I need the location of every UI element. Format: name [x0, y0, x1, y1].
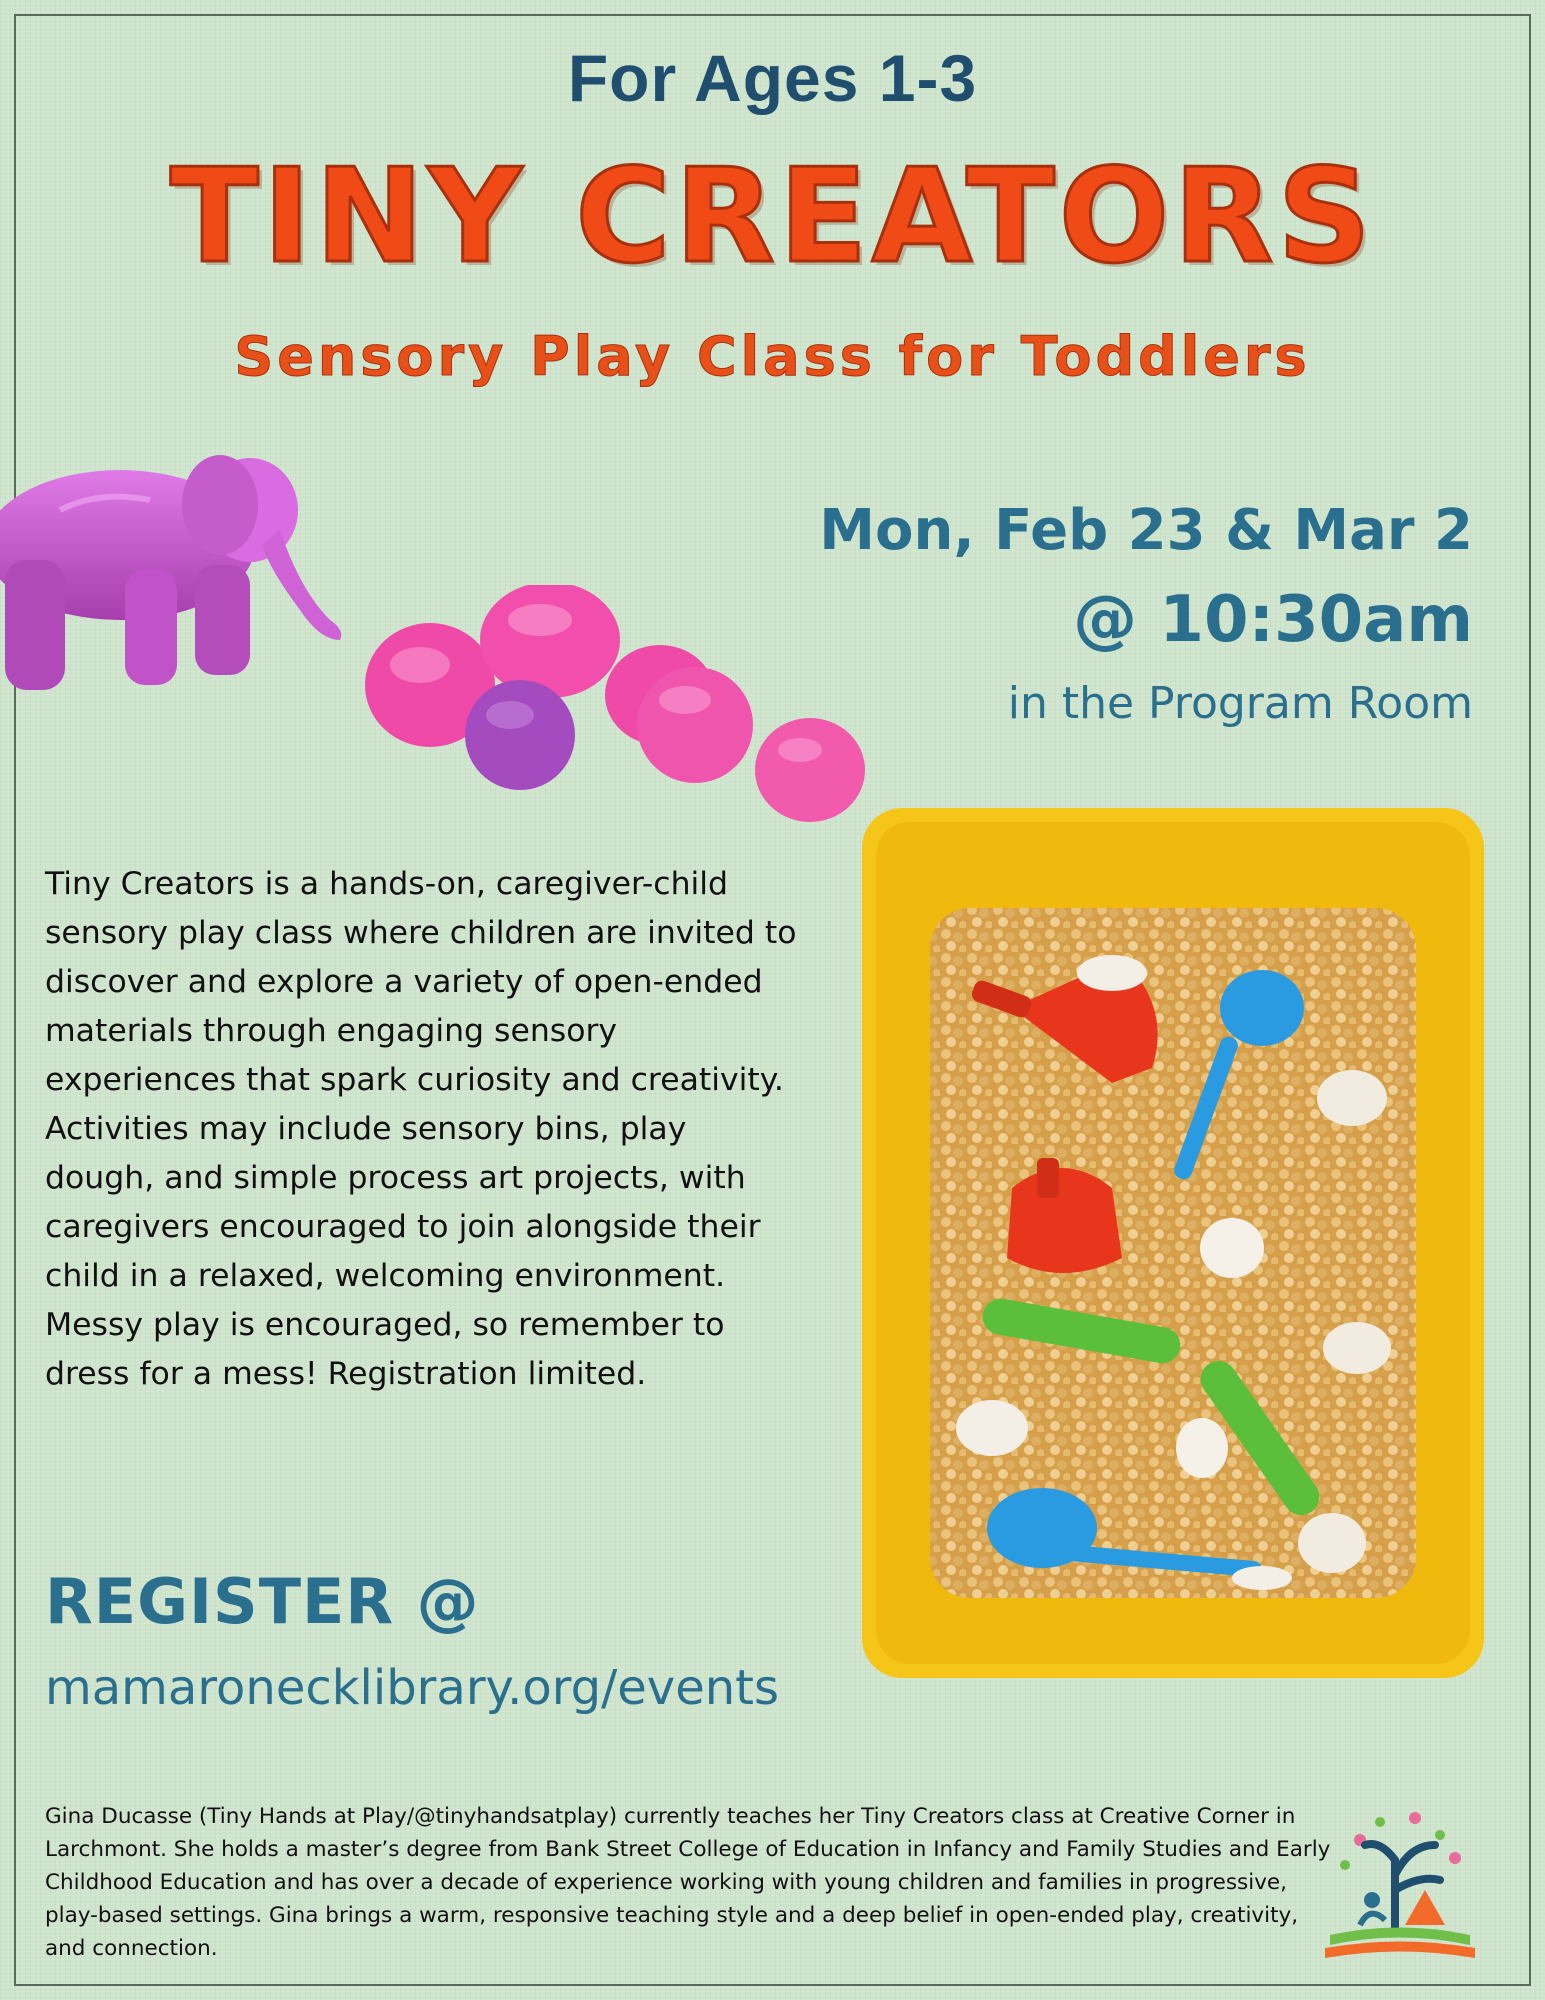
library-logo-icon: [1310, 1800, 1490, 1970]
instructor-bio: Gina Ducasse (Tiny Hands at Play/@tinyhandsatplay) currently teaches her Tiny Creators class at Creative Corner in Larchmont. She holds a master’s degree from Bank Street College of Education in Infancy and Family Studies and Early Childhood Education and has over a decade of experience working with young children and families in progressive, play-based settings. Gina brings a warm, responsive teaching style and a deep belief in open-ended play, creativity, and connection.: [45, 1804, 1331, 1961]
age-range-heading: For Ages 1-3: [567, 41, 978, 115]
sensory-bin-image: [862, 808, 1484, 1678]
event-details: [819, 490, 1473, 736]
event-time: @ 10:30am: [1073, 583, 1473, 657]
event-location: in the Program Room: [1007, 678, 1473, 729]
event-dates: Mon, Feb 23 & Mar 2: [819, 498, 1473, 563]
class-description: Tiny Creators is a hands-on, caregiver-child sensory play class where children are invited to discover and explore a variety of open-ended materials through engaging sensory experiences that spark curiosity and creativity. Activities may include sensory bins, play dough, and simple process art projects, with caregivers encouraged to join alongside their child in a relaxed, welcoming environment. Messy play is encouraged, so remember to dress for a mess! Registration limited.: [45, 866, 797, 1392]
play-dough-elephant-image: [0, 450, 360, 750]
poster-title: TINY CREATORS: [170, 140, 1375, 292]
poster-subtitle: Sensory Play Class for Toddlers: [234, 325, 1311, 388]
play-dough-balls-image: [365, 585, 870, 830]
register-label: REGISTER @: [45, 1565, 480, 1638]
registration-link[interactable]: mamaronecklibrary.org/events: [45, 1660, 779, 1716]
